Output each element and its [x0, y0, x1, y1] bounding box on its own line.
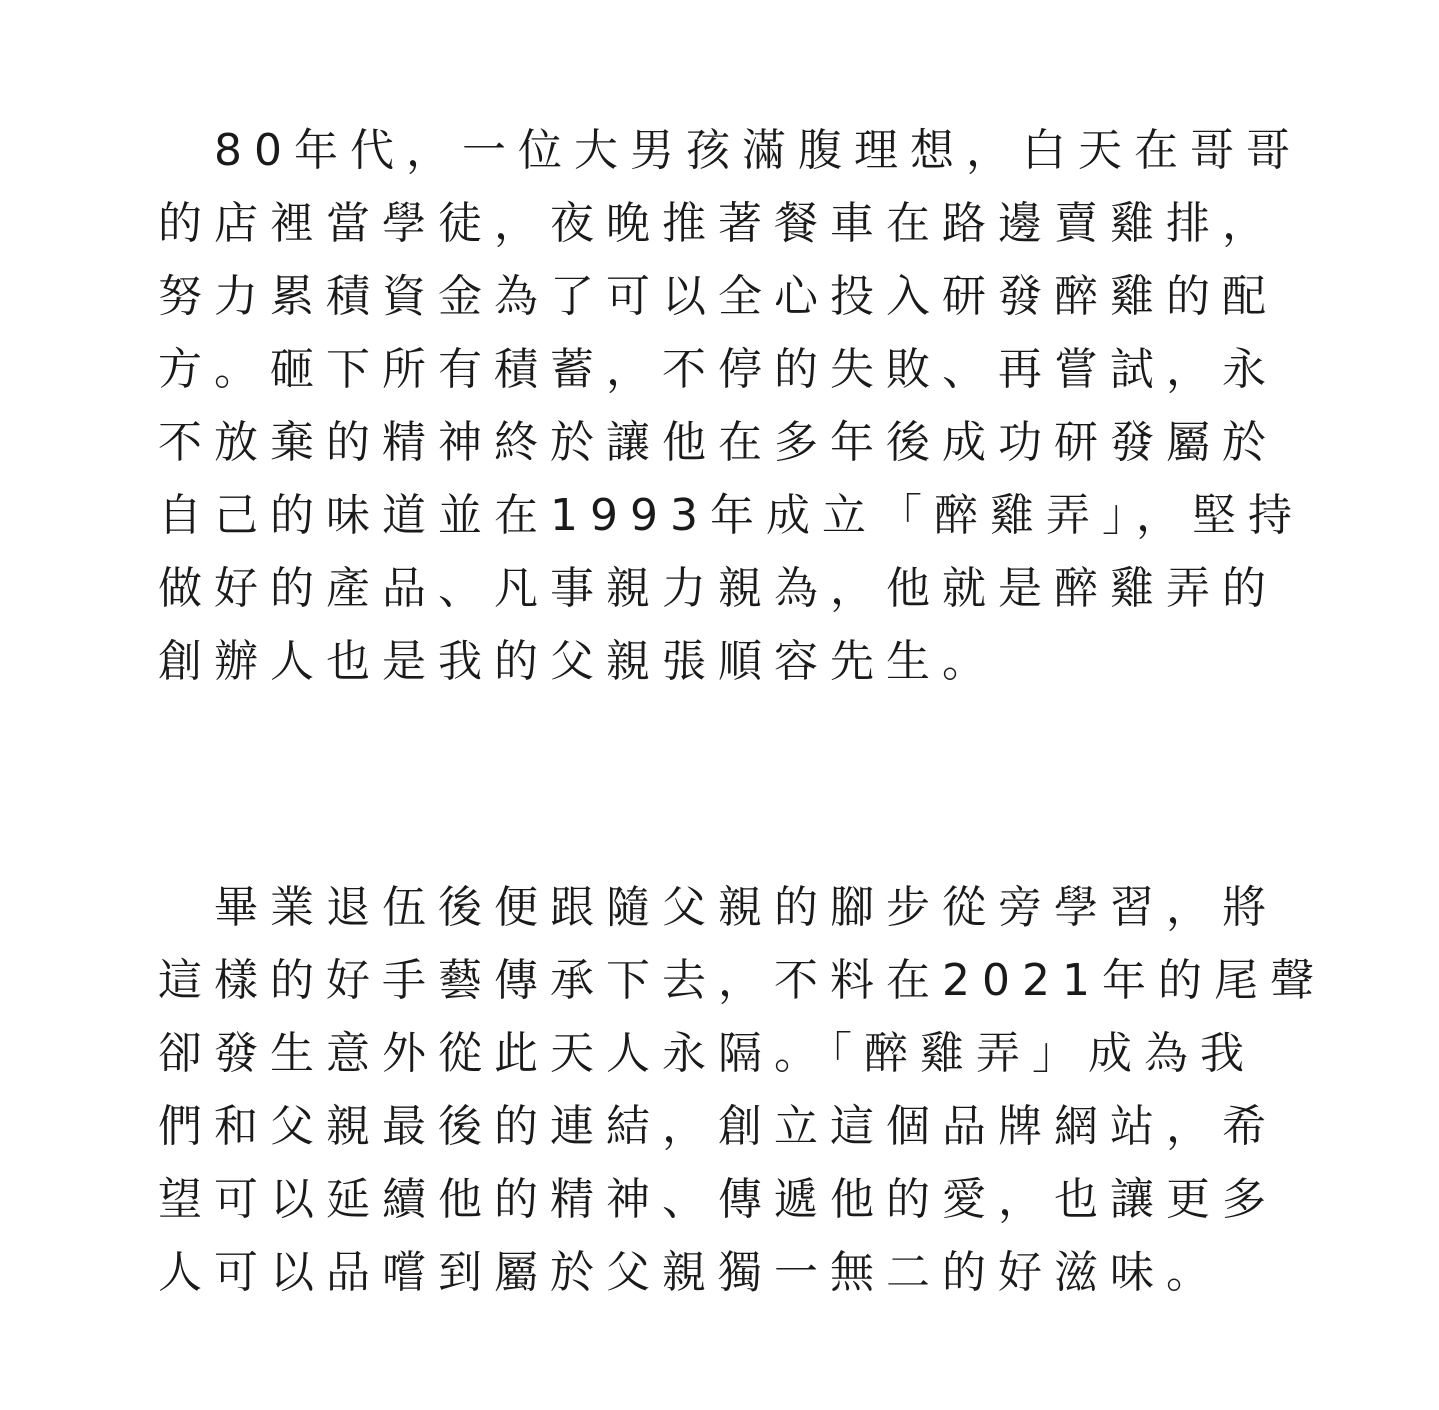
- text-line: 們和父親最後的連結，創立這個品牌網站，希: [158, 1101, 1278, 1152]
- text-line: 努力累積資金為了可以全心投入研發醉雞的配: [158, 271, 1278, 322]
- story-paragraph-legacy: [158, 871, 1326, 1309]
- text-line: 不放棄的精神終於讓他在多年後成功研發屬於: [158, 417, 1278, 468]
- text-line: 望可以延續他的精神、傳遞他的愛，也讓更多: [158, 1174, 1278, 1225]
- text-line: 這樣的好手藝傳承下去，不料在2021年的尾聲: [158, 955, 1326, 1006]
- text-line: 人可以品嚐到屬於父親獨一無二的好滋味。: [158, 1247, 1222, 1298]
- text-line: 卻發生意外從此天人永隔。「醉雞弄」成為我: [158, 1028, 1256, 1079]
- text-line: 創辦人也是我的父親張順容先生。: [158, 636, 998, 687]
- text-line: 的店裡當學徒，夜晚推著餐車在路邊賣雞排，: [158, 198, 1278, 249]
- story-paragraph-origin: [158, 114, 1304, 698]
- text-line: 自己的味道並在1993年成立「醉雞弄」，堅持: [158, 490, 1304, 541]
- text-line: 做好的產品、凡事親力親為，他就是醉雞弄的: [158, 563, 1278, 614]
- text-line: 80年代，一位大男孩滿腹理想，白天在哥哥: [158, 125, 1302, 176]
- text-line: 畢業退伍後便跟隨父親的腳步從旁學習，將: [158, 882, 1278, 933]
- text-line: 方。砸下所有積蓄，不停的失敗、再嘗試，永: [158, 344, 1278, 395]
